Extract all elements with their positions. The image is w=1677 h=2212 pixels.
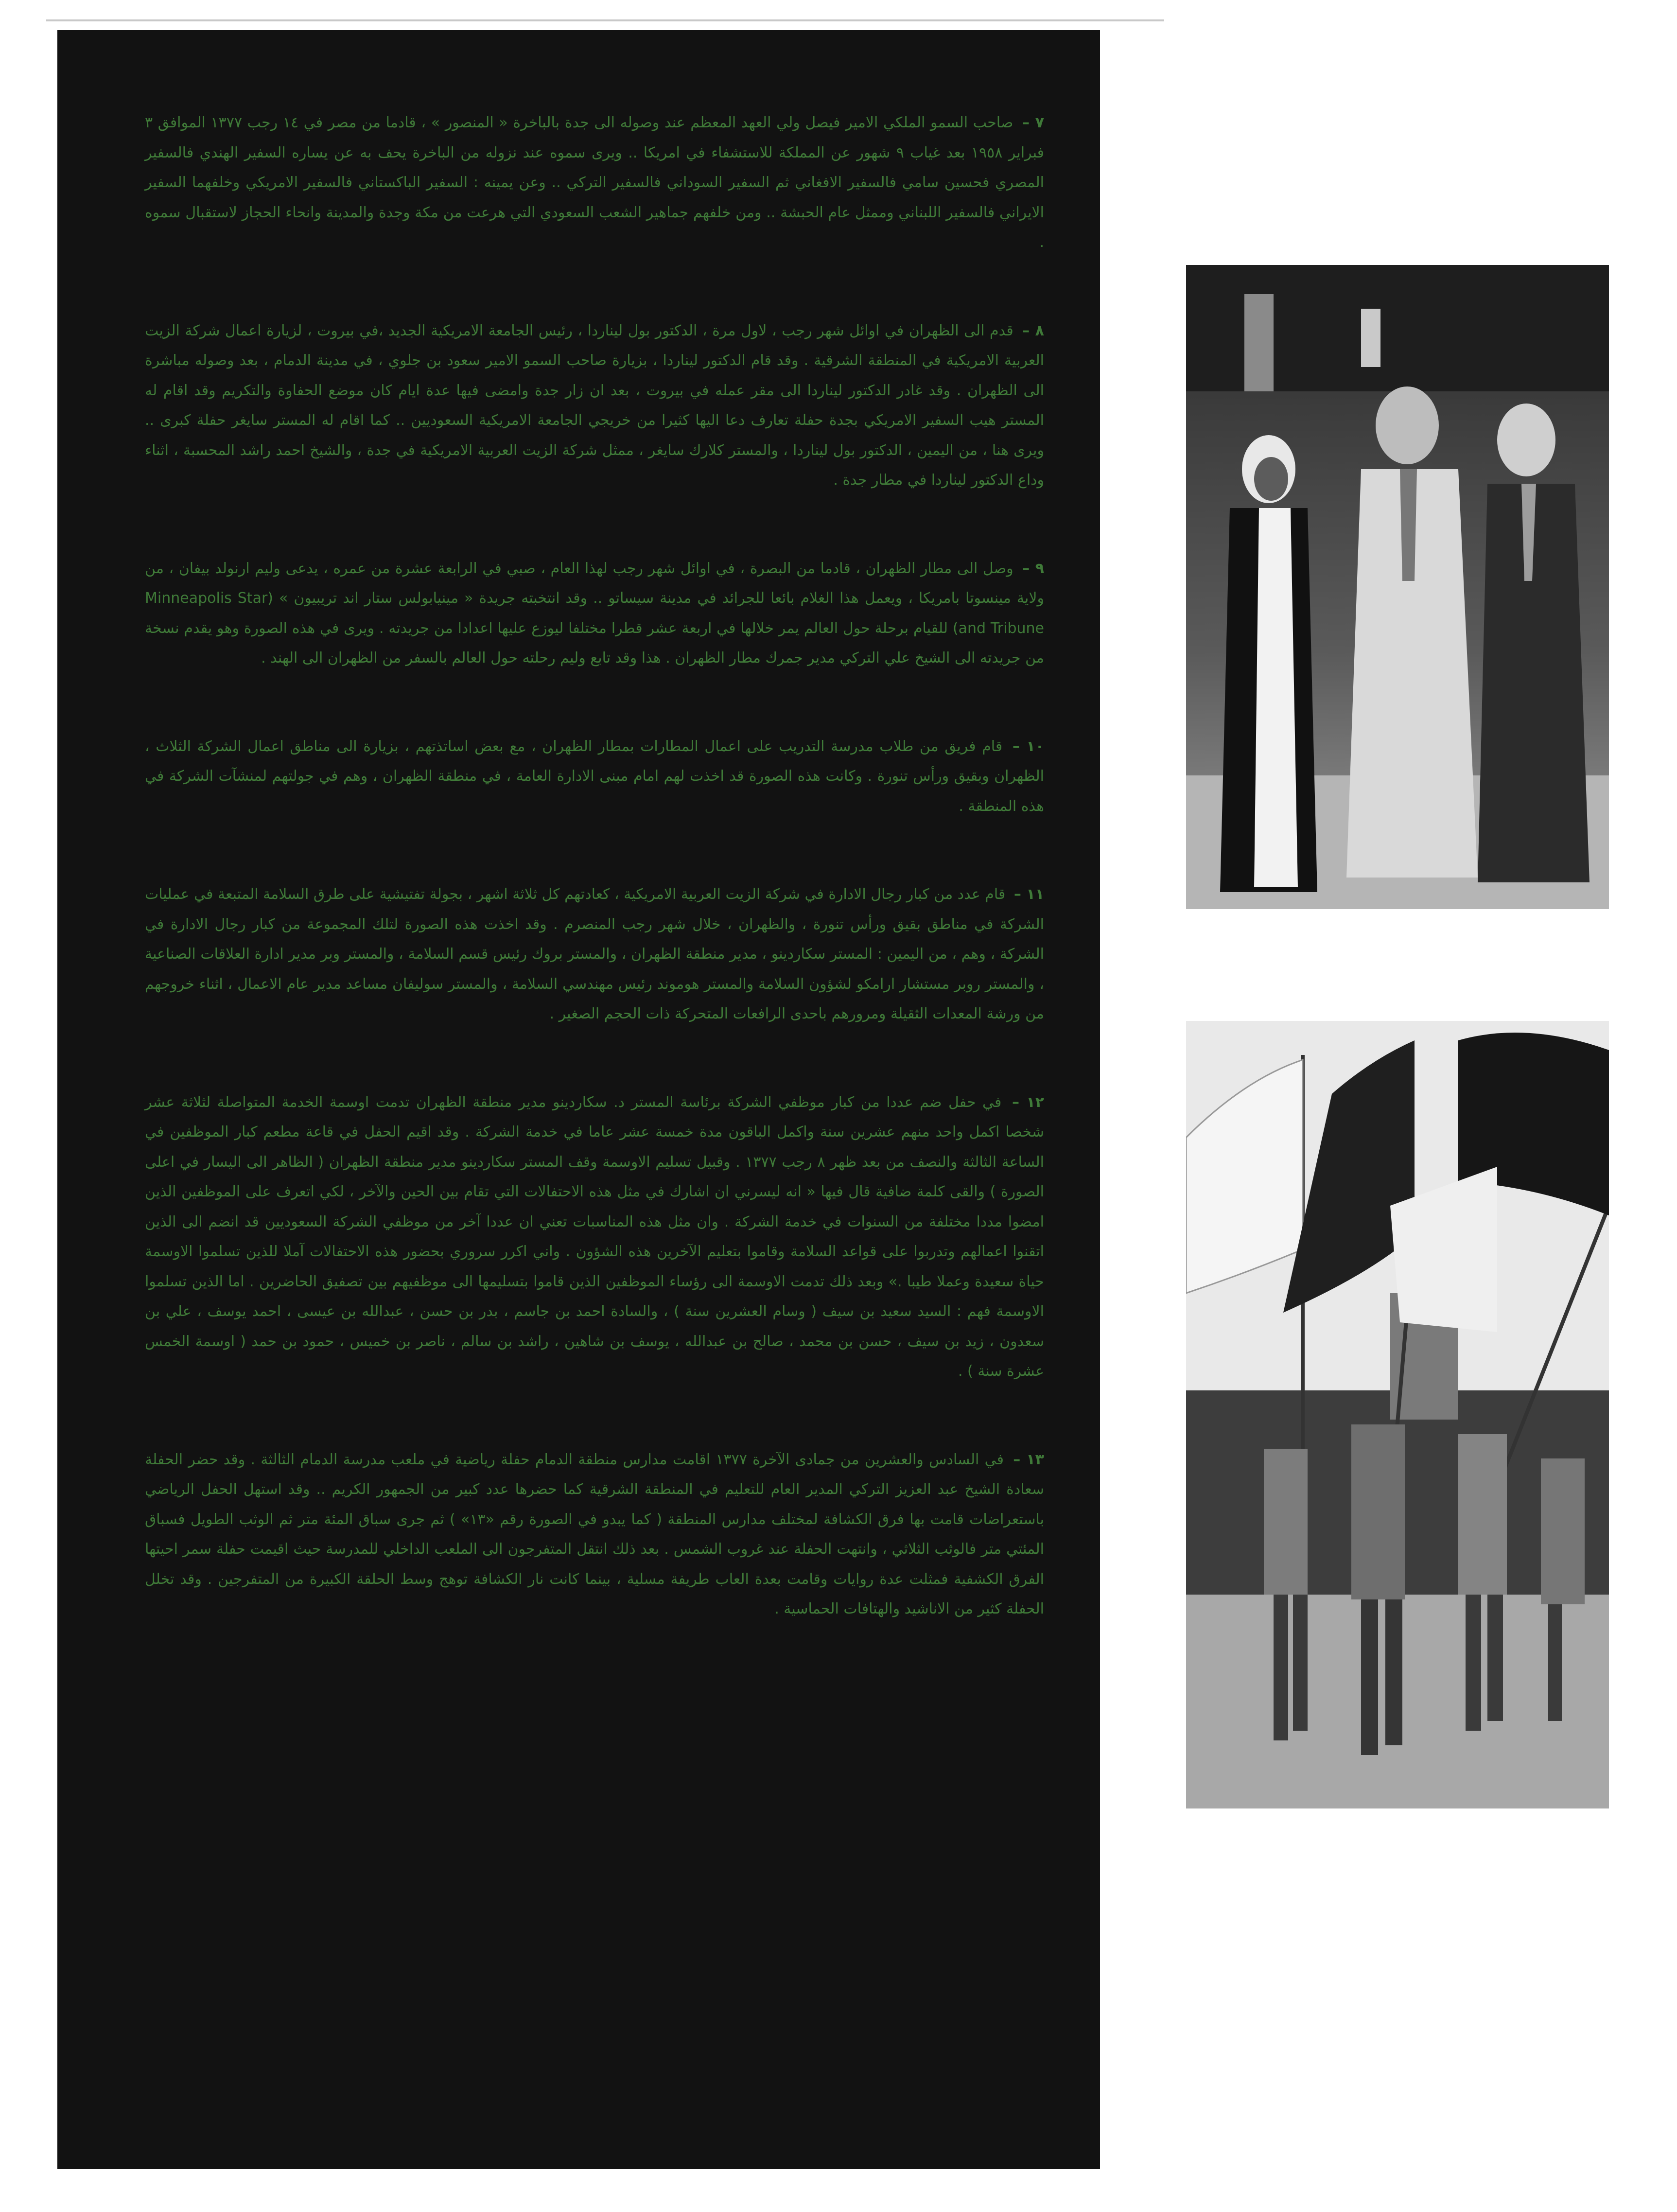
caption-text: قدم الى الظهران في اوائل شهر رجب ، لاول مرة ، الدكتور بول ليناردا ، رئيس الجامعة الامريكية الجديد ،في بيروت ، لزيارة اعمال شركة الزيت العربية الامريكية في المنطقة الشرقية . وقد قام الدكتور ليناردا ، بزيارة صاحب السمو الامير سعود بن جلوي ، في مدينة الدمام ، بعد وصوله مباشرة الى الظهران . وقد غادر الدكتور ليناردا الى مقر عمله في بيروت ، بعد ان زار جدة وامضى فيها عدة ايام كان موضع الحفاوة والتكريم وقد اقام له المستر هيب السفير الامريكي بجدة حفلة تعارف دعا اليها كثيرا من خريجي الجامعة الامريكية السعوديين .. كما اقام له المستر سايغر حفلة كبرى .. ويرى هنا ، من اليمين ، الدكتور بول ليناردا ، والمستر كلارك سايغر ، ممثل شركة الزيت العربية الامريكية في جدة ، والشيخ احمد راشد المحسبة ، اثناء وداع الدكتور ليناردا في مطار جدة . — [145, 322, 1044, 489]
caption-paragraph-7 — [145, 108, 1044, 258]
caption-text: قام عدد من كبار رجال الادارة في شركة الزيت العربية الامريكية ، كعادتهم كل ثلاثة اشهر ، بجولة تفتيشية على طرق السلامة المتبعة في عمليات الشركة في مناطق بقيق ورأس تنورة ، والظهران ، خلال شهر رجب المنصرم . وقد اخذت هذه الصورة لتلك المجموعة من كبار رجال الادارة في الشركة ، وهم ، من اليمين : المستر سكاردينو ، مدير منطقة الظهران ، والمستر بروك رئيس قسم السلامة ، والمستر وبر مدير ادارة العلاقات الصناعية ، والمستر روبر مستشار ارامكو لشؤون السلامة والمستر هوموند رئيس مهندسي السلامة ، والمستر سوليفان مساعد مدير عام الاعمال ، اثناء خروجهم من ورشة المعدات الثقيلة ومرورهم باحدى الرافعات المتحركة ذات الحجم الصغير . — [145, 886, 1044, 1022]
photo-three-men-image — [1186, 265, 1609, 909]
caption-number: ٨ – — [1022, 322, 1044, 339]
caption-paragraph-12 — [145, 1088, 1044, 1387]
caption-number: ١٣ – — [1013, 1451, 1044, 1468]
caption-number: ٩ – — [1022, 560, 1044, 577]
caption-number: ١٠ – — [1012, 737, 1045, 755]
caption-number: ٧ – — [1022, 114, 1044, 131]
caption-paragraph-10 — [145, 732, 1044, 822]
photo-scouts-parade-image — [1186, 1021, 1609, 1808]
caption-text: في حفل ضم عددا من كبار موظفي الشركة برئاسة المستر د. سكاردينو مدير منطقة الظهران تدمت اوسمة الخدمة المتواصلة لثلاثة عشر شخصا اكمل واحد منهم عشرين سنة واكمل الباقون مدة خمسة عشر عاما في خدمة الشركة . وقد اقيم الحفل في قاعة مطعم كبار الموظفين في الساعة الثالثة والنصف من بعد ظهر ٨ رجب ١٣٧٧ . وقبيل تسليم الاوسمة وقف المستر سكاردينو مدير منطقة الظهران ( الظاهر الى اليسار في اعلى الصورة ) والقى كلمة ضافية قال فيها « انه ليسرني ان اشارك في مثل هذه الاحتفالات التي تقام بين الحين والآخر ، لكي اتعرف على الموظفين الذين امضوا مددا مختلفة من السنوات في خدمة الشركة . وان مثل هذه المناسبات تعني ان عددا آخر من موظفي الشركة السعوديين قد انضم الى الذين اتقنوا اعمالهم وتدربوا على قواعد السلامة وقاموا بتعليم الآخرين هذه الشؤون . واني اكرر سروري بحضور هذه الاحتفالات آملا للذين تسلموا الاوسمة حياة سعيدة وعملا طيبا .» وبعد ذلك تدمت الاوسمة الى رؤساء الموظفين الذين قاموا بتسليمها الى موظفيهم بين تصفيق الحاضرين . اما الذين تسلموا الاوسمة فهم : السيد سعيد بن سيف ( وسام العشرين سنة ) ، والسادة احمد بن جاسم ، بدر بن حسن ، عبدالله بن عيسى ، احمد يوسف ، علي بن سعدون ، زيد بن سيف ، حسن بن محمد ، صالح بن عبدالله ، يوسف بن شاهين ، راشد بن سالم ، ناصر بن خميس ، حمود بن حمد ( اوسمة الخمس عشرة سنة ) . — [145, 1093, 1044, 1380]
caption-paragraph-9 — [145, 554, 1044, 673]
photo-three-men — [1186, 265, 1609, 909]
caption-text: قام فريق من طلاب مدرسة التدريب على اعمال المطارات بمطار الظهران ، مع بعض اساتذتهم ، بزيارة الى مناطق اعمال الشركة الثلاث ، الظهران وبقيق ورأس تنورة . وكانت هذه الصورة قد اخذت لهم امام مبنى الادارة العامة ، في منطقة الظهران ، وهم في جولتهم لمنشآت الشركة في هذه المنطقة . — [145, 737, 1044, 815]
top-rule — [46, 19, 1164, 21]
caption-text: وصل الى مطار الظهران ، قادما من البصرة ، في اوائل شهر رجب لهذا العام ، صبي في الرابعة عشرة من عمره ، يدعى وليم ارنولد بيفان ، من ولاية مينسوتا بامريكا ، ويعمل هذا الغلام بائعا للجرائد في مدينة سيساتو .. وقد انتخبته جريدة « مينيابولس ستار اند تريبيون » (Minneapolis Star and Tribune) للقيام برحلة حول العالم يمر خلالها في اربعة عشر قطرا مختلفا ليوزع عليها اعدادا من جريدته . ويرى في هذه الصورة وهو يقدم نسخة من جريدته الى الشيخ علي التركي مدير جمرك مطار الظهران . هذا وقد تابع وليم رحلته حول العالم بالسفر من الظهران الى الهند . — [145, 560, 1044, 667]
caption-number: ١٢ – — [1012, 1093, 1045, 1111]
caption-text: صاحب السمو الملكي الامير فيصل ولي العهد المعظم عند وصوله الى جدة بالباخرة « المنصور » ، قادما من مصر في ١٤ رجب ١٣٧٧ الموافق ٣ فبراير ١٩٥٨ بعد غياب ٩ شهور عن المملكة للاستشفاء في امريكا .. ويرى سموه عند نزوله من الباخرة يحف به عن يساره السفير الهندي فالسفير المصري فحسين سامي فالسفير الافغاني ثم السفير السوداني فالسفير التركي .. وعن يمينه : السفير الباكستاني فالسفير الامريكي وخلفهما السفير الايراني فالسفير اللبناني وممثل عام الحبشة .. ومن خلفهم جماهير الشعب السعودي التي هرعت من مكة وجدة والمدينة وانحاء الحجاز لاستقبال سموه . — [145, 114, 1044, 251]
caption-paragraph-8 — [145, 316, 1044, 495]
photo-scouts-parade — [1186, 1021, 1609, 1808]
caption-text: في السادس والعشرين من جمادى الآخرة ١٣٧٧ اقامت مدارس منطقة الدمام حفلة رياضية في ملعب مدرسة الدمام الثالثة . وقد حضر الحفلة سعادة الشيخ عبد العزيز التركي المدير العام للتعليم في المنطقة الشرقية كما حضرها عدد كبير من الجمهور الكريم .. وقد استهل الحفل الرياضي باستعراضات قامت بها فرق الكشافة لمختلف مدارس المنطقة ( كما يبدو في الصورة رقم «١٣» ) ثم جرى سباق المئة متر ثم الوثب الطويل فسباق المئتي متر فالوثب الثلاثي ، وانتهت الحفلة عند غروب الشمس . بعد ذلك انتقل المتفرجون الى الملعب الداخلي للمدرسة حيث اقيمت حفلة سمر احيتها الفرق الكشفية فمثلت عدة روايات وقامت بعدة العاب طريفة مسلية ، بينما كانت نار الكشافة توهج وسط الحلقة الكبيرة من المتفرجين . وقد تخلل الحفلة كثير من الاناشيد والهتافات الحماسية . — [145, 1451, 1044, 1617]
caption-paragraph-13 — [145, 1445, 1044, 1624]
text-panel — [57, 30, 1100, 2169]
caption-paragraph-11 — [145, 879, 1044, 1029]
caption-number: ١١ – — [1013, 886, 1045, 903]
captions-column — [145, 108, 1044, 1624]
